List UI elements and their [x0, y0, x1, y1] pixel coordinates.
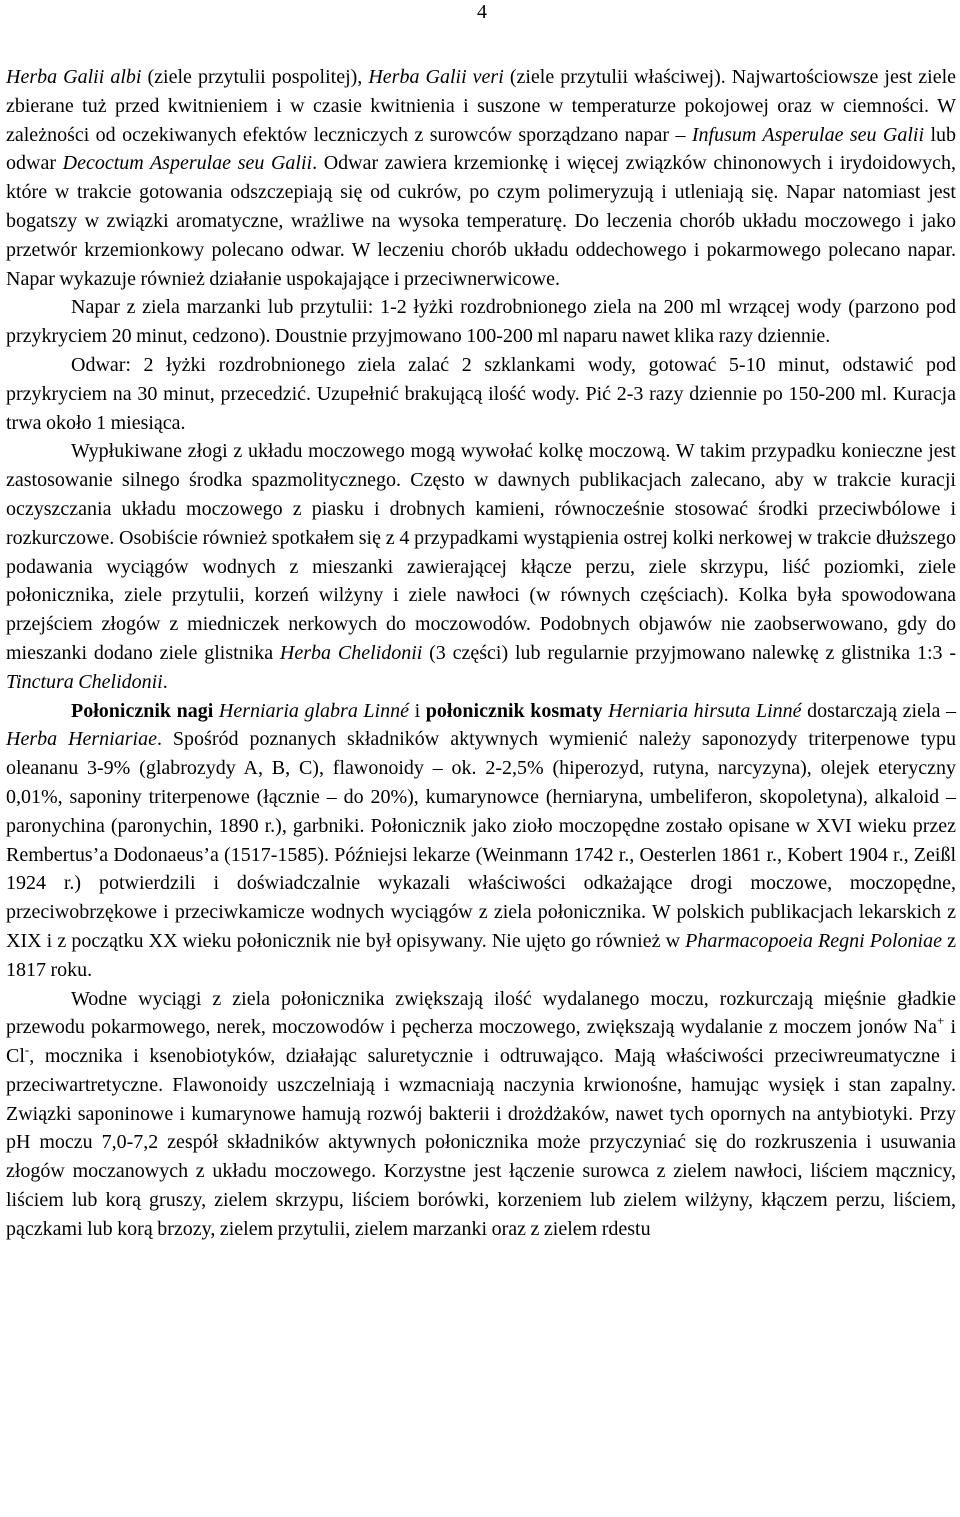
paragraph-galium-herbs — [6, 63, 956, 293]
plant-name: Połonicznik nagi — [71, 699, 214, 722]
text-run: i — [408, 699, 426, 722]
text-run: z 1817 roku. — [6, 929, 956, 981]
paragraph-herniaria — [6, 697, 956, 985]
paragraph-herniaria-effects — [6, 985, 956, 1244]
plant-name: połonicznik kosmaty — [425, 699, 603, 722]
latin-name: Herba Galii albi — [6, 66, 142, 88]
latin-name: Tinctura Chelidonii — [6, 670, 163, 693]
document-body — [6, 63, 956, 1244]
page-number: 4 — [477, 1, 487, 23]
superscript: + — [937, 1013, 945, 1029]
latin-name: Herba Chelidonii — [279, 641, 423, 664]
text-run: , mocznika i ksenobiotyków, działając saluretycznie i odtruwająco. Mają właściwości przeciwreumatyczne i przeciwartretyczne. Flawonoidy uszczelniają i wzmacniają naczynia krwionośne, hamując wysięk i stan zapalny. Związki saponinowe i kumarynowe hamują rozwój bakterii i drożdżaków, nawet tych opornych na antybiotyki. Przy pH moczu 7,0-7,2 zespół składników aktywnych połonicznika może przyczyniać się do rozkruszenia i usuwania złogów moczanowych z układu moczowego. Korzystne jest łączenie surowca z zielem nawłoci, liściem mącznicy, liściem lub korą gruszy, zielem skrzypu, liściem borówki, korzeniem lub zielem wilżyny, kłączem perzu, liściem, pączkami lub korą brzozy, zielem przytulii, zielem marzanki oraz z zielem rdestu — [6, 1045, 956, 1240]
text-run: . — [162, 670, 168, 693]
latin-name: Decoctum Asperulae seu Galii — [62, 152, 313, 175]
latin-name: Herba Herniariae — [6, 728, 157, 751]
text-run: . Spośród poznanych składników aktywnych wymienić należy saponozydy triterpenowe typu oleananu 3-9% (glabrozydy A, B, C), flawonoidy – ok. 2-2,5% (hiperozyd, rutyna, narcyzyna), olejek eteryczny 0,01%, saponiny triterpenowe (łącznie – do 20%), kumarynowce (herniaryna, umbeliferon, skopoletyna), alkaloid – paronychina (paronychin, 1890 r.), garbniki. Połonicznik jako zioło moczopędne zostało opisane w XVI wieku przez Rembertus’a Dodonaeus’a (1517-1585). Późniejsi lekarze (Weinmann 1742 r., Oesterlen 1861 r., Kobert 1904 r., Zeißl 1924 r.) potwierdzili i doświadczalnie wykazali właściwości odkażające drogi moczowe, moczopędne, przeciwobrzękowe i przeciwkamicze wodnych wyciągów z ziela połonicznika. W polskich publikacjach lekarskich z XIX i z początku XX wieku połonicznik nie był opisywany. Nie ujęto go również w — [6, 728, 956, 952]
superscript: - — [24, 1042, 30, 1058]
text-run: (ziele przytulii pospolitej), — [141, 66, 369, 88]
text-run: Wypłukiwane złogi z układu moczowego mogą wywołać kolkę moczową. W takim przypadku konieczne jest zastosowanie silnego środka spazmolitycznego. Często w dawnych publikacjach zalecano, aby w trakcie kuracji oczyszczania układu moczowego z piasku i drobnych kamieni, równocześnie stosować środki przeciwbólowe i rozkurczowe. Osobiście również spotkałem się z 4 przypadkami wystąpienia ostrej kolki nerkowej w trakcie dłuższego podawania wyciągów wodnych z mieszanki zawierającej kłącze perzu, ziele skrzypu, liść poziomki, ziele połonicznika, ziele przytulii, korzeń wilżyny i ziele nawłoci (w równych częściach). Kolka była spowodowana przejściem złogów z miedniczek nerkowych do moczowodów. Podobnych objawów nie zaobserwowano, gdy do mieszanki dodano ziele glistnika — [6, 440, 956, 664]
latin-name: Pharmacopoeia Regni Poloniae — [685, 929, 942, 952]
paragraph-renal-colic — [6, 437, 956, 696]
text-run: lub odwar — [6, 123, 957, 175]
paragraph-infusion-recipe: Napar z ziela marzanki lub przytulii: 1-2 łyżki rozdrobnionego ziela na 200 ml wrzącej wody (parzono pod przykryciem 20 minut, cedzono). Doustnie przyjmowano 100-200 ml naparu nawet klika razy dziennie. — [6, 296, 956, 348]
text-run: (3 części) lub regularnie przyjmowano nalewkę z glistnika 1:3 - — [422, 641, 957, 664]
latin-name: Herniaria hirsuta Linné — [602, 699, 802, 722]
text-run: i Cl — [6, 1016, 957, 1068]
text-run: dostarczają ziela – — [801, 699, 956, 722]
text-run: . Odwar zawiera krzemionkę i więcej związków chinonowych i irydoidowych, które w trakcie gotowania odszczepiają się od cukrów, po czym polimeryzują i utleniają się. Napar natomiast jest bogatszy w związki aromatyczne, wrażliwe na wysoka temperaturę. Do leczenia chorób układu moczowego i jako przetwór krzemionkowy polecano odwar. W leczeniu chorób układu oddechowego i pokarmowego polecano napar. Napar wykazuje również działanie uspokajające i przeciwnerwicowe. — [6, 152, 957, 290]
paragraph-decoction-recipe: Odwar: 2 łyżki rozdrobnionego ziela zalać 2 szklankami wody, gotować 5-10 minut, odstawić pod przykryciem na 30 minut, przecedzić. Uzupełnić brakującą ilość wody. Pić 2-3 razy dziennie po 150-200 ml. Kuracja trwa około 1 miesiąca. — [6, 353, 956, 434]
latin-name: Herniaria glabra Linné — [213, 699, 409, 722]
latin-name: Herba Galii veri — [368, 66, 504, 88]
text-run: Wodne wyciągi z ziela połonicznika zwiększają ilość wydalanego moczu, rozkurczają mięśnie gładkie przewodu pokarmowego, nerek, moczowodów i pęcherza moczowego, zwiększają wydalanie z moczem jonów Na — [6, 987, 956, 1039]
text-run: (ziele przytulii właściwej). Najwartościowsze jest ziele zbierane tuż przed kwitnieniem i w czasie kwitnienia i suszone w temperaturze pokojowej oraz w ciemności. W zależności od oczekiwanych efektów leczniczych z surowców sporządzano napar – — [6, 66, 957, 146]
latin-name: Infusum Asperulae seu Galii — [691, 123, 925, 146]
